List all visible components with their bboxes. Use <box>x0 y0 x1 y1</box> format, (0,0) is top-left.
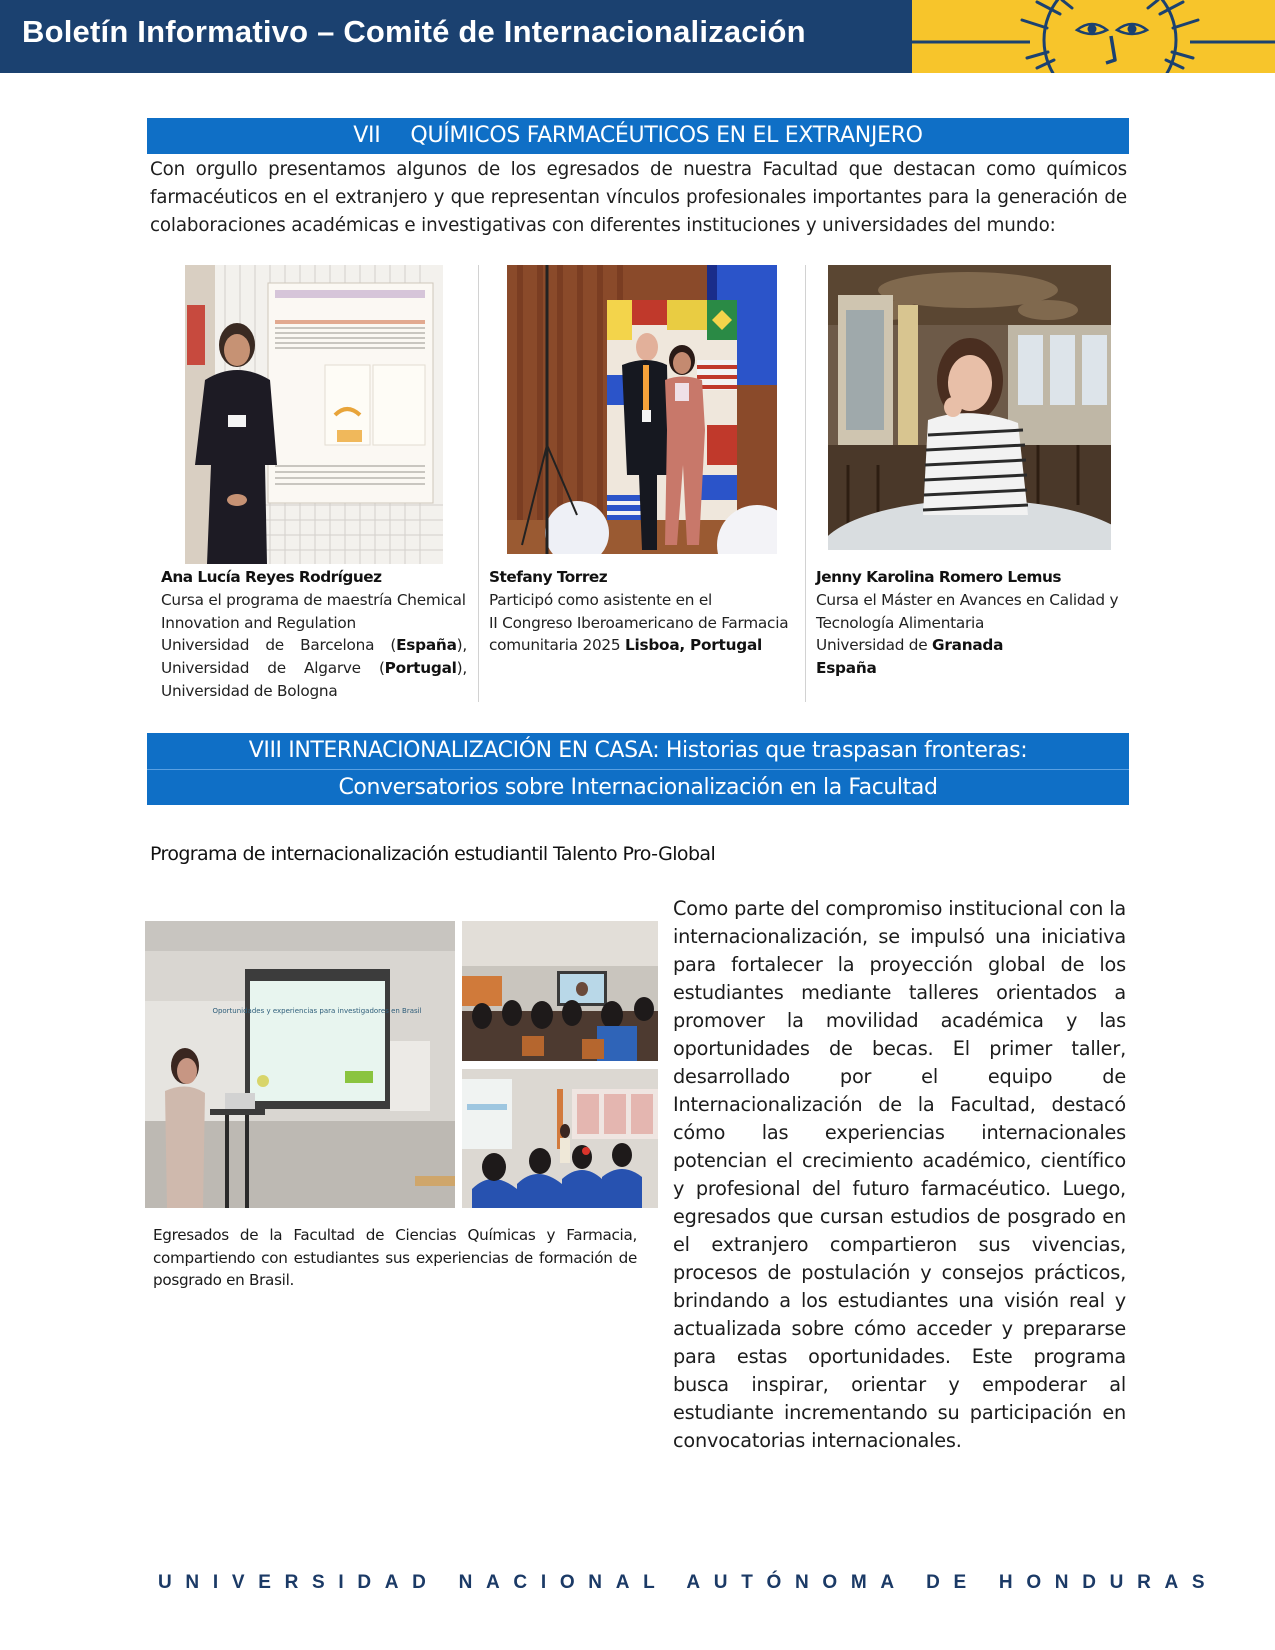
profile-name: Stefany Torrez <box>489 568 608 586</box>
profile-location: Lisboa, Portugal <box>625 636 763 655</box>
profile-event: II Congreso Iberoamericano de Farmacia comunitaria 2025 Lisboa, Portugal <box>489 613 789 655</box>
section-8-banner <box>147 733 1129 805</box>
section-8-title-line-2: Conversatorios sobre Internacionalización en la Facultad <box>147 769 1129 805</box>
section-7-number: VII <box>353 123 381 148</box>
profile-stefany <box>489 566 799 657</box>
program-subheading: Programa de internacionalización estudiantil Talento Pro-Global <box>150 843 716 865</box>
column-divider <box>805 265 806 702</box>
section-7-banner <box>147 118 1129 154</box>
program-description: Como parte del compromiso institucional con la internacionalización, se impulsó una iniciativa para fortalecer la proyección global de los estudiantes mediante talleres orientados a promover la movilidad académica y las oportunidades de becas. El primer taller, desarrollado por el equipo de Internacionalización de la Facultad, destacó cómo las experiencias internacionales potencian el crecimiento académico, científico y profesional del futuro farmacéutico. Luego, egresados que cursan estudios de posgrado en el extranjero compartieron sus vivencias, procesos de postulación y consejos prácticos, brindando a los estudiantes una visión real y actualizada sobre cómo acceder y prepararse para estas oportunidades. Este programa busca inspirar, orientar y empoderar al estudiante incrementando su participación en convocatorias internacionales. <box>673 897 1126 1452</box>
section-7-intro: Con orgullo presentamos algunos de los egresados de nuestra Facultad que destacan como químicos farmacéuticos en el extranjero y que representan vínculos profesionales importantes para la generación de colaboraciones académicas e investigativas con diferentes instituciones y universidades del mundo: <box>150 159 1127 236</box>
sun-face-logo-icon <box>912 0 1275 73</box>
section-8-title-line-1: VIII INTERNACIONALIZACIÓN EN CASA: Historias que traspasan fronteras: <box>248 738 1028 763</box>
profile-name: Jenny Karolina Romero Lemus <box>816 568 1061 586</box>
page-header <box>0 0 1275 73</box>
photo-presenter-classroom <box>145 921 455 1208</box>
photo-stefany-congress <box>507 265 777 554</box>
profile-description: Cursa el Máster en Avances en Calidad y Tecnología Alimentaria <box>816 590 1119 632</box>
profile-country: España <box>816 659 877 678</box>
profile-description: Participó como asistente en el <box>489 590 712 609</box>
university-footer: UNIVERSIDAD NACIONAL AUTÓNOMA DE HONDURAS <box>158 1572 1219 1593</box>
newsletter-title: Boletín Informativo – Comité de Internacionalización <box>22 14 806 49</box>
profile-university: Universidad de Bologna <box>161 681 338 700</box>
collage-caption: Egresados de la Facultad de Ciencias Químicas y Farmacia, compartiendo con estudiantes sus experiencias de formación de posgrado en Brasil. <box>153 1226 637 1289</box>
profile-ana-lucia <box>161 566 467 703</box>
profile-description: Cursa el programa de maestría Chemical Innovation and Regulation <box>161 590 466 632</box>
profile-name: Ana Lucía Reyes Rodríguez <box>161 568 382 586</box>
column-divider <box>478 265 479 702</box>
photo-students-virtual-talk <box>462 921 658 1061</box>
photo-jenny-cafe <box>828 265 1111 550</box>
profile-jenny <box>816 566 1126 680</box>
profile-university: Universidad de Barcelona (España), <box>161 636 467 655</box>
slide-title: Oportunidades y experiencias para investigadores en Brasil <box>212 1007 422 1015</box>
profile-university: Universidad de Granada <box>816 636 1004 655</box>
section-7-title: QUÍMICOS FARMACÉUTICOS EN EL EXTRANJERO <box>410 123 923 148</box>
photo-students-workshop <box>462 1069 658 1208</box>
photo-ana-lucia-poster <box>185 265 443 564</box>
profile-university: Universidad de Algarve (Portugal), <box>161 659 467 678</box>
